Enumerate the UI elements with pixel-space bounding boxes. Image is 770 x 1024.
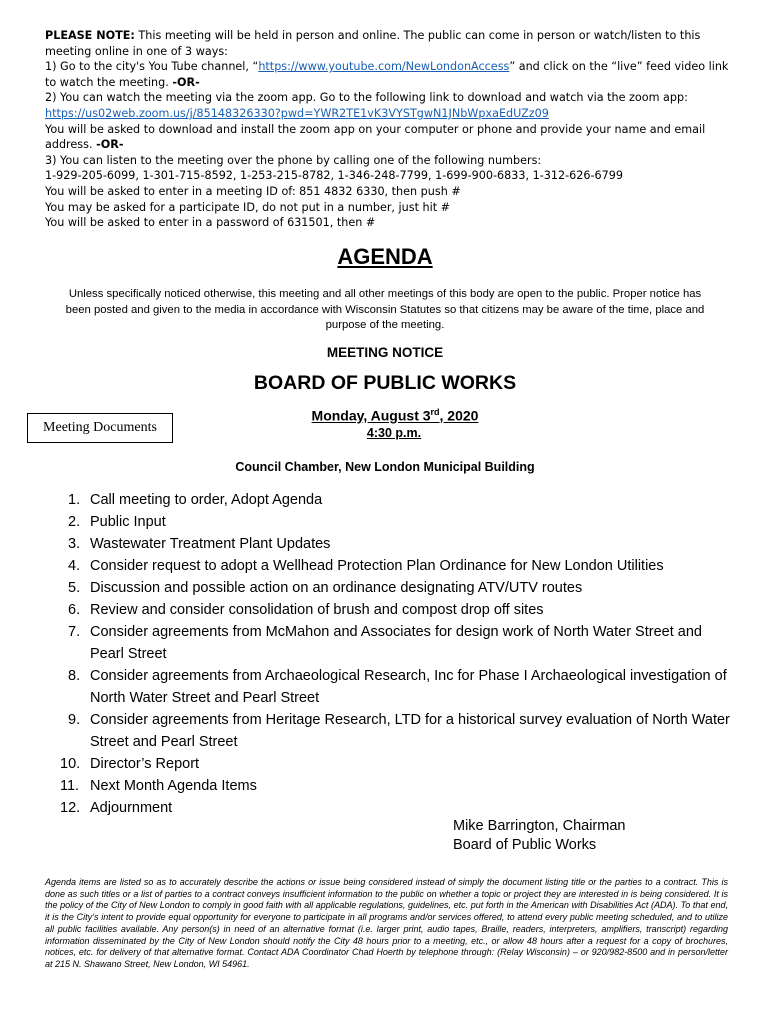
agenda-item-text: Consider request to adopt a Wellhead Protection Plan Ordinance for New London Utilities: [90, 558, 664, 574]
agenda-item-text: Director’s Report: [90, 756, 200, 772]
agenda-item-text: Consider agreements from Archaeological Research, Inc for Phase I Archaeological investigation of North Water Street and Pearl Street: [90, 668, 727, 706]
meeting-time: 4:30 p.m.: [366, 426, 422, 440]
agenda-item-number: 1.: [68, 492, 81, 508]
note-intro: [45, 28, 735, 59]
agenda-title: AGENDA: [337, 244, 433, 269]
please-note-section: [45, 28, 735, 231]
date-year: , 2020: [439, 407, 479, 424]
agenda-item: [54, 511, 732, 533]
note-zoom-text: You will be asked to download and install the zoom app on your computer or phone and provide your name and email address.: [45, 122, 706, 152]
agenda-items-list: [54, 489, 732, 819]
note-option-3: 3) You can listen to the meeting over the phone by calling one of the following numbers:: [45, 153, 542, 167]
agenda-item: [54, 489, 732, 511]
agenda-item-number: 11.: [60, 778, 80, 794]
phone-numbers: 1-929-205-6099, 1-301-715-8592, 1-253-215-8782, 1-346-248-7799, 1-699-900-6833, 1-312-626-6799: [45, 169, 624, 183]
note-option-1-text: 1) Go to the city's You Tube channel, “: [45, 60, 259, 74]
meeting-id-line: You will be asked to enter in a meeting ID of: 851 4832 6330, then push #: [45, 184, 461, 198]
board-title: BOARD OF PUBLIC WORKS: [253, 372, 517, 394]
agenda-item: [54, 797, 732, 819]
participant-id-line: You may be asked for a participate ID, do not put in a number, just hit #: [45, 200, 451, 214]
agenda-item-text: Call meeting to order, Adopt Agenda: [90, 492, 323, 508]
note-option-1: [45, 59, 735, 90]
agenda-item: [54, 555, 732, 577]
meeting-location: Council Chamber, New London Municipal Building: [235, 460, 535, 474]
agenda-item-text: Discussion and possible action on an ordinance designating ATV/UTV routes: [90, 580, 583, 596]
note-option-1-tail: ” and click on the “live” feed video link to watch the meeting.: [45, 60, 729, 89]
agenda-item: [54, 753, 732, 775]
agenda-item: [54, 709, 732, 753]
agenda-item: [54, 533, 732, 555]
meeting-notice-heading: MEETING NOTICE: [326, 345, 444, 360]
agenda-item-text: Public Input: [90, 514, 166, 530]
agenda-item-text: Consider agreements from Heritage Research, LTD for a historical survey evaluation of North Water Street and Pearl Street: [90, 712, 730, 750]
or-separator-1: -OR-: [172, 75, 200, 89]
note-line-1: This meeting will be held in person and online. The public can come in person or watch/listen to this meeting online in one of 3 ways:: [45, 29, 701, 58]
password-line: You will be asked to enter in a password of 631501, then #: [45, 216, 376, 230]
agenda-item-number: 9.: [68, 712, 81, 728]
date-suffix: rd: [430, 407, 440, 417]
meeting-date: [0, 407, 770, 424]
agenda-item-text: Consider agreements from McMahon and Associates for design work of North Water Street and Pearl Street: [90, 624, 702, 662]
agenda-item-number: 12.: [60, 800, 81, 816]
agenda-item: [54, 577, 732, 599]
agenda-item: [54, 599, 732, 621]
note-zoom-instructions: [45, 122, 735, 153]
or-separator-2: -OR-: [96, 138, 124, 152]
agenda-item: [54, 621, 732, 665]
agenda-item-number: 2.: [68, 514, 81, 530]
ada-footer-note: Agenda items are listed so as to accurately describe the actions or issue being considered instead of simply the document listing title or the parties to a contract. This is done as such titles or a list of parties to a contract conveys insufficient information to the public on whether a topic or project they are interested in is being considered. It is the policy of the City of New London to comply in good faith with all applicable regulations, guidelines, etc. put forth in the American with Disabilities Act (ADA). To that end, it is the City’s intent to provide equal opportunity for everyone to participate in all programs and/or services offered, to attend every public meeting scheduled, and to utilize all public facilities available. Any person(s) in need of an alternative format (i.e. larger print, audio tapes, Braille, readers, interpreters, amplifiers, transcript) regarding information disseminated by the City of New London should notify the City 48 hours prior to a meeting, etc., or allow 48 hours after a request for a copy of brochures, notices, etc. for delivery of that alternative format. Contact ADA Coordinator Chad Hoerth by telephone through: (Relay Wisconsin) – or 920/982-8500 and in person/letter at 215 N. Shawano Street, New London, WI 54961.: [45, 877, 728, 969]
zoom-link[interactable]: https://us02web.zoom.us/j/85148326330?pwd=YWR2TE1vK3VYSTgwN1JNbWpxaEdUZz09: [45, 106, 549, 120]
board-name: Board of Public Works: [453, 837, 597, 853]
agenda-item-number: 6.: [68, 602, 81, 618]
agenda-item-number: 5.: [68, 580, 81, 596]
signature-block: [453, 817, 625, 855]
agenda-item-number: 8.: [68, 668, 81, 684]
agenda-item-text: Wastewater Treatment Plant Updates: [90, 536, 331, 552]
agenda-item-text: Adjournment: [90, 800, 173, 816]
note-lead: PLEASE NOTE:: [45, 29, 135, 42]
note-option-2: 2) You can watch the meeting via the zoom app. Go to the following link to download and watch via the zoom app:: [45, 91, 688, 105]
youtube-link[interactable]: https://www.youtube.com/NewLondonAccess: [258, 60, 510, 74]
agenda-item-text: Review and consider consolidation of brush and compost drop off sites: [90, 602, 544, 618]
zoom-link-line: [45, 106, 735, 122]
agenda-item-number: 3.: [68, 536, 81, 552]
chairman-name: Mike Barrington, Chairman: [453, 818, 626, 834]
agenda-item-number: 10.: [60, 756, 81, 772]
meeting-documents-button[interactable]: Meeting Documents: [27, 413, 173, 443]
agenda-item: [54, 665, 732, 709]
agenda-item-text: Next Month Agenda Items: [90, 778, 257, 794]
intro-paragraph: Unless specifically noticed otherwise, this meeting and all other meetings of this body are open to the public. Proper notice has been posted and given to the media in accordance with Wisconsin Statutes so that citizens may be aware of the time, place and purpose of the meeting.: [65, 288, 705, 331]
date-main: Monday, August 3: [311, 407, 431, 424]
agenda-item: [54, 775, 732, 797]
agenda-item-number: 7.: [68, 624, 81, 640]
agenda-item-number: 4.: [68, 558, 81, 574]
